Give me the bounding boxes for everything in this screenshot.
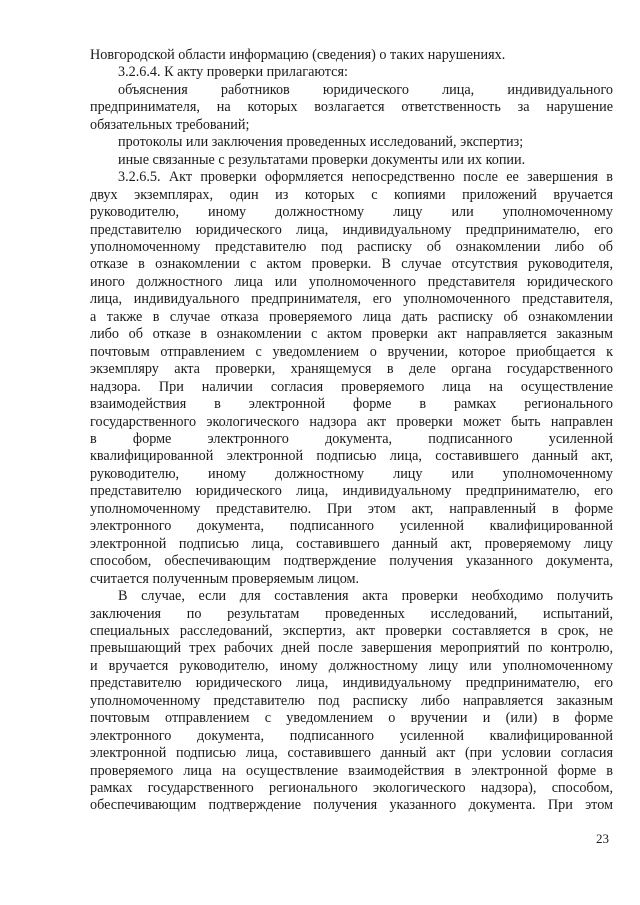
text-line: электронного документа, подписанного усиленной квалифицированной	[90, 518, 613, 535]
text-line: государственного экологического надзора акт проверки может быть направлен	[90, 413, 613, 430]
text-line: представителю юридического лица, индивидуальному предпринимателю, его	[90, 483, 613, 500]
text-line: 3.2.6.4. К акту проверки прилагаются:	[118, 64, 348, 81]
text-line: предпринимателя, на которых возлагается ответственность за нарушение	[90, 99, 613, 116]
page-number: 23	[596, 831, 609, 846]
text-line: электронной подписью лица, составившего данный акт, проверяемому лицу	[90, 535, 613, 552]
text-line: обеспечивающим подтверждение получения указанного документа. При этом	[90, 797, 613, 814]
text-line: уполномоченному представителю. При этом акт, направленный в форме	[90, 500, 613, 517]
text-line: лица, индивидуального предпринимателя, его уполномоченного представителя,	[90, 291, 613, 308]
text-line: квалифицированной электронной подписью лица, составившего данный акт,	[90, 448, 613, 465]
text-line: Новгородской области информацию (сведения) о таких нарушениях.	[90, 47, 506, 63]
text-line: надзора. При наличии согласия проверяемого лица на осуществление	[90, 378, 613, 395]
text-line: и вручается руководителю, иному должностному лицу или уполномоченному	[90, 657, 613, 674]
text-line: либо об отказе в ознакомлении с актом проверки акт направляется заказным	[90, 326, 613, 343]
text-line: в форме электронного документа, подписанного усиленной	[90, 430, 613, 447]
text-line: превышающий трех рабочих дней после завершения мероприятий по контролю,	[90, 640, 613, 657]
text-line: представителю юридического лица, индивидуальному предпринимателю, его	[90, 221, 613, 238]
text-line: отказе в ознакомлении с актом проверки. В случае отсутствия руководителя,	[90, 256, 613, 273]
text-line: почтовым отправлением с уведомлением о вручении и (или) в форме	[90, 710, 613, 727]
text-line: 3.2.6.5. Акт проверки оформляется непосредственно после ее завершения в	[118, 169, 613, 186]
text-line: обязательных требований;	[90, 116, 250, 133]
text-line: электронной подписью лица, составившего данный акт (при условии согласия	[90, 745, 613, 762]
text-line: почтовым отправлением с уведомлением о вручении, которое приобщается к	[90, 343, 613, 360]
text-line: электронного документа, подписанного усиленной квалифицированной	[90, 727, 613, 744]
text-line: представителю юридического лица, индивидуальному предпринимателю, его	[90, 675, 613, 692]
text-line: взаимодействия в электронной форме в рамках регионального	[90, 396, 613, 413]
text-line: руководителю, иному должностному лицу или уполномоченному	[90, 465, 613, 482]
text-line: экземпляру акта проверки, хранящемуся в деле органа государственного	[90, 361, 613, 378]
text-line: руководителю, иному должностному лицу или уполномоченному	[90, 204, 613, 221]
text-line: двух экземплярах, один из которых с копиями приложений вручается	[90, 186, 613, 203]
text-line: заключения по результатам проведенных исследований, испытаний,	[90, 605, 613, 622]
text-line: объяснения работников юридического лица, индивидуального	[118, 81, 613, 98]
text-line: способом, обеспечивающим подтверждение получения указанного документа,	[90, 553, 613, 570]
text-line: протоколы или заключения проведенных исследований, экспертиз;	[118, 134, 524, 151]
text-line: В случае, если для составления акта проверки необходимо получить	[118, 588, 613, 605]
text-line: считается полученным проверяемым лицом.	[90, 570, 360, 587]
text-line: рамках государственного регионального экологического надзора), способом,	[90, 780, 613, 797]
text-line: иного должностного лица или уполномоченного представителя юридического	[90, 273, 613, 290]
document-body	[90, 47, 613, 815]
text-line: специальных расследований, экспертиз, акт проверки составляется в срок, не	[90, 622, 613, 639]
text-line: уполномоченному представителю под расписку об ознакомлении либо об	[90, 238, 613, 255]
text-line: иные связанные с результатами проверки документы или их копии.	[118, 151, 526, 168]
text-line: уполномоченному представителю под расписку либо направляется заказным	[90, 692, 613, 709]
text-line: проверяемого лица на осуществление взаимодействия в электронной форме в	[90, 762, 613, 779]
text-line: а также в случае отказа проверяемого лица дать расписку об ознакомлении	[90, 308, 613, 325]
